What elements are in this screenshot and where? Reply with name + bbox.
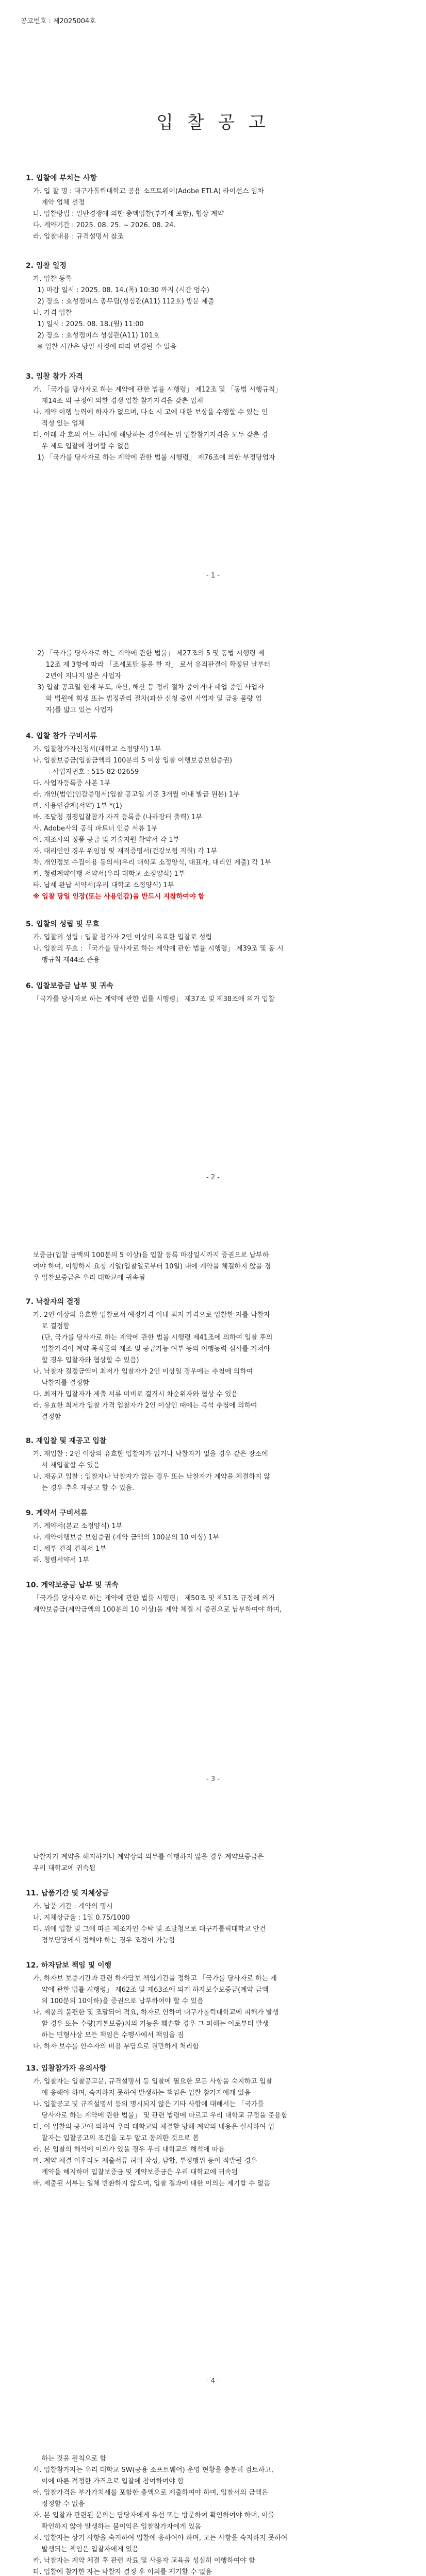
line: 가. 납품 기간 : 계약의 명시 <box>33 1903 113 1910</box>
section-13 <box>26 2063 397 2190</box>
line: 자)를 밟고 있는 사업자 <box>33 706 113 714</box>
line: 적성 있는 업체 <box>33 420 85 428</box>
line: 하는 것을 원칙으로 함 <box>33 2455 106 2463</box>
line: 2년이 지나지 않은 사업자 <box>33 672 122 680</box>
line: 12조 제 3항에 따라 「조세포탈 등을 한 자」 로서 유죄판결이 확정된 날부터 <box>33 661 271 669</box>
line: 가. 입찰자는 입찰공고문, 규격설명서 등 입찰에 필요한 모든 사항을 숙지하고 입찰 <box>33 2078 273 2086</box>
section-6 <box>26 980 397 1005</box>
line: 가. 입찰의 성립 : 입찰 참가자 2인 이상의 유효한 입찰로 성립 <box>33 934 212 941</box>
line: 나. 입찰방법 : 일반경쟁에 의한 총액입찰(부가세 포함), 협상 계약 <box>33 210 224 218</box>
line: 가. 하자보 보증기간과 관련 하자담보 책임기간을 정하고 「국가를 당사자로 하는 계 <box>33 1975 277 1982</box>
section-heading: 13. 입찰참가자 유의사항 <box>26 2064 107 2073</box>
line: 나. 입찰보증금(입찰금액의 100분의 5 이상 입찰 이행보증보험증권) <box>33 757 233 765</box>
line: (단, 국가를 당사자로 하는 계약에 관한 법률 시행령 제41조에 의하여 입찰 후의 <box>33 1334 273 1342</box>
section-4 <box>26 731 397 903</box>
line: 타. 납세 완납 서약서(우리 대학교 소정양식) 1부 <box>33 882 174 889</box>
section-9 <box>26 1507 397 1566</box>
line: 나. 가격 입찰 <box>33 309 72 317</box>
line: 카. 청렴계약이행 서약서(우리 대학교 소정양식) 1부 <box>33 870 185 878</box>
section-5 <box>26 919 397 966</box>
line: 다. 계약기간 : 2025. 08. 25. ~ 2026. 08. 24. <box>33 222 176 229</box>
line: 다. 아래 각 호의 어느 하나에 해당하는 경우에는 위 입찰참가자격을 모두 갖춘 경 <box>33 431 268 439</box>
line: 1) 「국가를 당사자로 하는 계약에 관한 법률 시행령」 제76조에 의한 부정당업자 <box>33 454 275 462</box>
line: 가. 재입찰 : 2인 이상의 유효한 입찰자가 없거나 낙찰자가 없을 경우 같은 장소에 <box>33 1450 268 1458</box>
section-heading: 8. 재입찰 및 재공고 입찰 <box>26 1437 107 1445</box>
line: 나. 제품의 불편한 및 조달되어 적요, 하자로 인하여 대구가톨릭대학교에 피해가 발생 <box>33 2009 279 2016</box>
line: 나. 재공고 입찰 : 입찰자나 낙찰자가 없는 경우 또는 낙찰자가 계약을 체결하지 않 <box>33 1473 270 1481</box>
line: 제14조 의 규정에 의한 경쟁 입찰 참가자격을 갖춘 업체 <box>33 397 203 405</box>
section-10 <box>26 1580 397 1616</box>
line: 가. 입 찰 명 : 대구가톨릭대학교 공용 소프트웨어(Adobe ETLA) 라이선스 임차 <box>33 188 264 195</box>
line: 행규칙 제44조 준용 <box>33 956 100 964</box>
page-number: - 1 - <box>206 572 220 580</box>
line: - 사업자번호 : 515-82-02659 <box>33 768 139 776</box>
line: 사. 입찰참가자는 우리 대학교 SW(공용 소프트웨어) 운영 현황을 충분히 검토하고, <box>33 2466 274 2474</box>
line: 사. Adobe사의 공식 파트너 인증 서류 1부 <box>33 825 158 833</box>
line: 하는 민형사상 모든 책임은 수행사에서 책임을 짐 <box>33 2031 184 2039</box>
section-2 <box>26 260 397 353</box>
line: 는 경우 추후 재공고 할 수 있음. <box>33 1484 135 1492</box>
section-13-continued <box>26 2453 397 2576</box>
line: 1) 일시 : 2025. 08. 18.(월) 11:00 <box>33 320 144 328</box>
line: 라. 개인(법인)인감증명서(입찰 공고일 기준 3개월 이내 발급 원본) 1부 <box>33 791 240 799</box>
section-7 <box>26 1296 397 1423</box>
line: 서 재입찰할 수 있음 <box>33 1462 100 1469</box>
section-heading: 7. 낙찰자의 결정 <box>26 1298 80 1306</box>
line: 마. 계약 체결 이후라도 제출서류 허위 작성, 담합, 부정행위 등이 적발될 경우 <box>33 2157 257 2165</box>
section-8 <box>26 1435 397 1494</box>
page-number: - 3 - <box>206 1775 220 1783</box>
line: 타. 입찰에 참가한 자는 낙찰자 결정 후 이의를 제기할 수 없음 <box>33 2568 212 2576</box>
line: 당사자로 하는 계약에 관한 법률」 및 관련 법령에 따르고 우리 대학교 규정을 준용함 <box>33 2112 288 2120</box>
line: 차. 개인정보 수집이용 동의서(우리 대학교 소정양식, 대표자, 대리인 제출) 각 1부 <box>33 859 271 867</box>
line: 찰자는 입찰공고의 조건을 모두 알고 동의한 것으로 봄 <box>33 2134 199 2142</box>
line: 우 입찰보증금은 우리 대학교에 귀속됨 <box>33 1274 145 1282</box>
page-title: 입 찰 공 고 <box>156 112 270 133</box>
line: 발생되는 책임은 입찰자에게 있음 <box>33 2546 139 2553</box>
line: 카. 낙찰자는 계약 체결 후 관련 자료 및 사용자 교육을 성실히 이행하여야 함 <box>33 2557 255 2565</box>
line: 나. 계약이행보증 보험증권 (계약 금액의 100분의 10 이상) 1부 <box>33 1534 219 1541</box>
line: 3) 입찰 공고일 현재 부도, 파산, 해산 등 정리 절차 중이거나 폐업 중인 사업자 <box>33 684 264 691</box>
line: 계약 업체 선정 <box>33 199 85 207</box>
section-heading: 2. 입찰 일정 <box>26 262 67 270</box>
section-heading: 6. 입찰보증금 납부 및 귀속 <box>26 982 113 990</box>
section-6-continued <box>26 1250 397 1284</box>
section-heading: 5. 입찰의 성립 및 무효 <box>26 920 100 928</box>
line: 바. 제출된 서류는 일체 반환하지 않으며, 입찰 결과에 대한 이의는 제기할 수 없음 <box>33 2180 270 2188</box>
line: 라. 본 입찰의 해석에 이의가 있을 경우 우리 대학교의 해석에 따름 <box>33 2146 225 2154</box>
line: 나. 입찰의 무효 : 「국가를 당사자로 하는 계약에 관한 법률 시행령」 제39조 및 동 시 <box>33 945 284 953</box>
line: 다. 세부 견적 견적서 1부 <box>33 1545 106 1553</box>
line: 확인하지 않아 발생하는 불이익은 입찰참가자에게 있음 <box>33 2523 202 2531</box>
line: 아. 제조사의 정품 공급 및 기술지원 확약서 각 1부 <box>33 836 180 844</box>
page-number: - 2 - <box>206 1174 220 1181</box>
line: 자. 대리인인 경우 위임장 및 재직증명서(건강보험 직원) 각 1부 <box>33 848 217 855</box>
section-1 <box>26 173 397 243</box>
section-3-continued <box>26 648 397 716</box>
document-page-3 <box>0 1204 426 1805</box>
section-heading: 10. 계약보증금 납부 및 귀속 <box>26 1581 119 1589</box>
document-page-2 <box>0 602 426 1204</box>
line: 가. 계약서(본교 소정양식) 1부 <box>33 1522 123 1530</box>
line: 다. 하자 보수를 안수자의 비용 부담으로 원만하게 처리함 <box>33 2043 199 2050</box>
line: 의 100분의 10이하)을 증권으로 납부하여야 할 수 있음 <box>33 1997 204 2005</box>
section-heading: 12. 하자담보 책임 및 이행 <box>26 1961 112 1970</box>
line: 여야 하며, 이행하지 요청 기일(입찰일로부터 10일) 내에 계약을 체결하지 않을 경 <box>33 1263 271 1270</box>
line: 2) 장소 : 효성캠퍼스 성심관(A11) 101호 <box>33 332 160 340</box>
line: 와 법원에 회생 또는 법정관리 절차(파산 신청 중인 사업자 및 금융 불량 업 <box>33 695 262 703</box>
line: 우리 대학교에 귀속됨 <box>33 1865 96 1872</box>
line: 정보담당에서 정해야 하는 경우 조정이 가능함 <box>33 1937 175 1944</box>
required-note: ※ 입찰 당일 인장(또는 사용인감)을 반드시 지참하여야 함 <box>33 893 205 901</box>
line: 보증금(입찰 금액의 100분의 5 이상)을 입찰 등록 마감일시까지 증권으로 납부하 <box>33 1251 269 1259</box>
page-number: - 4 - <box>206 2377 220 2385</box>
line: 이에 따른 적정한 가격으로 입찰에 참여하여야 함 <box>33 2478 184 2485</box>
line: ※ 입찰 시간은 당일 사정에 따라 변경될 수 있음 <box>33 343 177 351</box>
line: 나. 계약 이행 능력에 하자가 없으며, 다소 시 고에 대한 보상을 수행할 수 있는 인 <box>33 409 268 416</box>
line: 할 경우 또는 수량(기본보증)치의 기능을 훼손할 경우 그 피해는 이로부터 발생 <box>33 2020 269 2028</box>
line: 약에 관한 법률 시행령」 제62조 및 제63조에 의거 하자보수보증금(계약 금액 <box>33 1986 269 1994</box>
line: 다. 최저가 입찰자가 제출 서류 미비로 결격시 차순위자와 협상 수 있음 <box>33 1391 238 1398</box>
line: 가. 「국가를 당사자로 하는 계약에 관한 법률 시행령」 제12조 및 「동법 시행규칙」 <box>33 386 282 394</box>
line: 가. 2인 이상의 유효한 입찰로서 예정가격 이내 최저 가격으로 입찰한 자를 낙찰자 <box>33 1311 270 1319</box>
line: 2) 장소 : 효성캠퍼스 총무팀(성심관(A11) 112호) 방문 제출 <box>33 298 215 306</box>
line: 낙찰자가 계약을 해지하거나 계약상의 의무를 이행하지 않을 경우 계약보증금은 <box>33 1853 264 1861</box>
line: 「국가를 당사자로 하는 계약에 관한 법률 시행령」 제37조 및 제38조에 의거 입찰 <box>33 995 275 1003</box>
section-heading: 11. 납품기간 및 지체상금 <box>26 1889 109 1897</box>
notice-number: 공고번호 : 제2025004호 <box>21 18 96 25</box>
document-page-5 <box>0 2407 426 2576</box>
line: 로 결정함 <box>33 1323 70 1330</box>
line: 낙찰자를 결정함 <box>33 1379 89 1387</box>
line: 라. 청렴서약서 1부 <box>33 1556 89 1564</box>
line: 라. 입찰내용 : 규격설명서 참조 <box>33 233 124 241</box>
section-heading: 1. 입찰에 부치는 사항 <box>26 174 97 182</box>
section-heading: 3. 입찰 참가 자격 <box>26 372 83 381</box>
line: 나. 지체상금율 : 1일 0.75/1000 <box>33 1914 130 1922</box>
line: 에 응해야 하며, 숙지하지 못하여 발생하는 책임은 입찰 참가자에게 있음 <box>33 2089 251 2097</box>
line: 나. 입찰공고 및 규격설명서 등의 명시되지 않은 기타 사항에 대해서는 「국가를 <box>33 2100 264 2108</box>
line: 마. 사용인감계(서약) 1부 *(1) <box>33 802 122 810</box>
line: 가. 입찰참가자신청서(대학교 소정양식) 1부 <box>33 745 161 753</box>
line: 우 제도 입찰에 참여할 수 없음 <box>33 443 130 450</box>
line: 계약보증금(계약금액의 100분의 10 이상)을 계약 체결 시 증권으로 납부하여야 하며, <box>33 1606 282 1614</box>
line: 1) 마감 일시 : 2025. 08. 14.(목) 10:30 까지 (시간 엄수) <box>33 286 209 294</box>
section-3 <box>26 371 397 464</box>
line: 차. 입찰자는 상기 사항을 숙지하여 입찰에 응하여야 하며, 모든 사항을 숙지하지 못하여 <box>33 2534 288 2542</box>
document-page-1 <box>0 0 426 602</box>
line: 「국가를 당사자로 하는 계약에 관한 법률 시행령」 제50조 및 제51조 규정에 의거 <box>33 1595 275 1602</box>
section-heading: 9. 계약서 구비서류 <box>26 1509 88 1517</box>
section-11 <box>26 1888 397 1946</box>
line: 입찰가격이 계약 목적물의 제조 및 공급가능 여부 등의 이행능력 심사를 거쳐야 <box>33 1345 270 1353</box>
line: 할 경우 입찰자와 협상할 수 있음) <box>33 1357 139 1364</box>
line: 다. 위에 입찰 및 그에 따른 제조자인 수탁 및 조달청으로 대구가톨릭대학교 안건 <box>33 1925 266 1933</box>
line: 다. 사업자등록증 사본 1부 <box>33 779 111 787</box>
line: 정정할 수 없음 <box>33 2500 85 2508</box>
section-heading: 4. 입찰 참가 구비서류 <box>26 732 97 740</box>
line: 아. 입찰가격은 부가가치세를 포함한 총액으로 제출하여야 하며, 입찰서의 금액은 <box>33 2489 268 2497</box>
section-12 <box>26 1960 397 2053</box>
line: 계약을 해지하며 입찰보증금 및 계약보증금은 우리 대학교에 귀속됨 <box>33 2168 238 2176</box>
document-page-4 <box>0 1805 426 2407</box>
line: 결정함 <box>33 1413 61 1421</box>
line: 다. 이 입찰의 공고에 의하여 우리 대학교와 체결할 당해 계약의 내용은 실시하여 입 <box>33 2123 275 2131</box>
line: 바. 조달청 경쟁입찰참가 자격 등록증 (나라장터 출력) 1부 <box>33 814 202 821</box>
line: 라. 유효한 최저가 입찰 가격 입찰자가 2인 이상인 때에는 즉석 추첨에 의하여 <box>33 1402 257 1410</box>
line: 자. 본 입찰과 관련된 문의는 담당자에게 유선 또는 방문하여 확인하여야 하며, 이를 <box>33 2512 275 2519</box>
line: 2) 「국가를 당사자로 하는 계약에 관한 법률」 제27조의 5 및 동법 시행령 제 <box>33 650 265 657</box>
line: 가. 입찰 등록 <box>33 275 72 283</box>
section-10-continued <box>26 1852 397 1874</box>
line: 나. 낙찰자 결정금액이 최저가 입찰자가 2인 이상일 경우에는 추첨에 의하여 <box>33 1368 253 1376</box>
